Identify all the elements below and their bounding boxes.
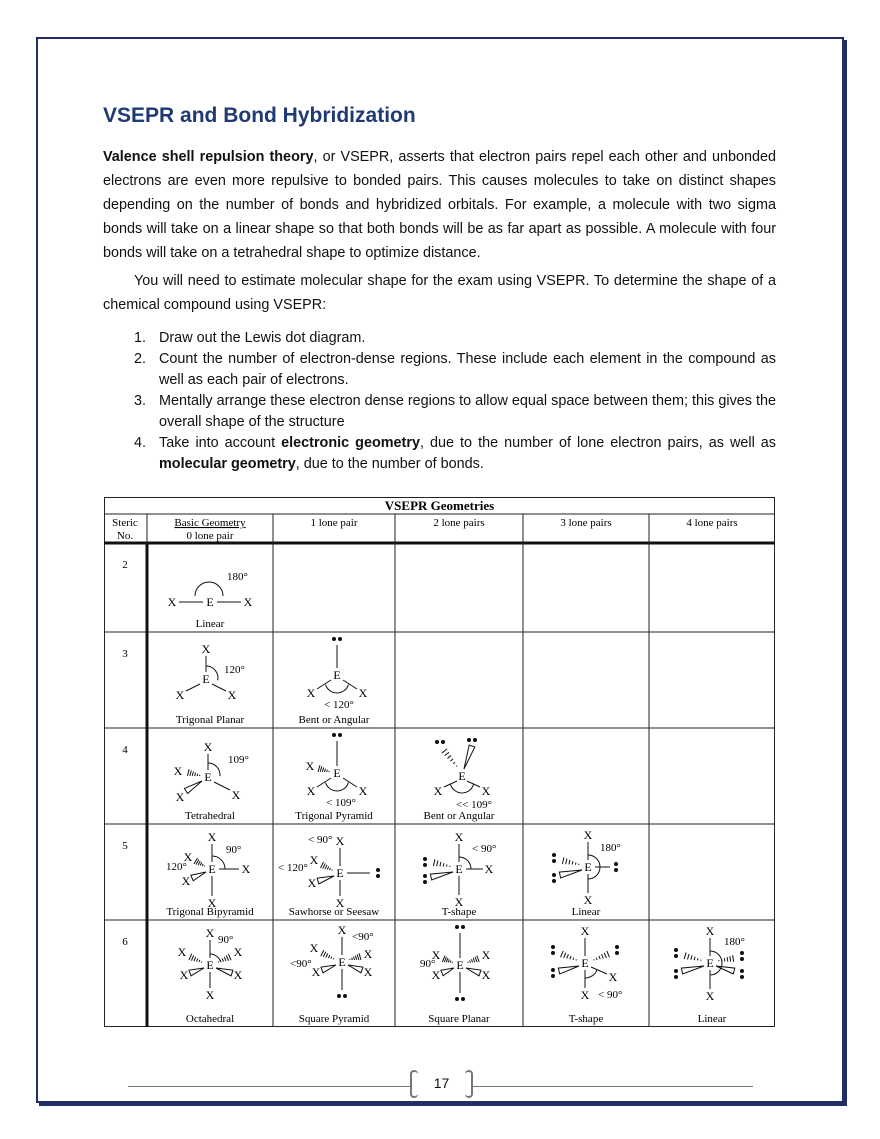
wedge-bond bbox=[441, 968, 454, 976]
atom-label: X bbox=[175, 688, 185, 702]
bond-angle: << 109° bbox=[455, 799, 493, 811]
angle-arc bbox=[195, 582, 223, 596]
lone-pair-dot bbox=[332, 733, 336, 737]
hash-bond bbox=[357, 954, 359, 959]
steric-number: 6 bbox=[122, 936, 128, 948]
step-text: Draw out the Lewis dot diagram. bbox=[159, 330, 366, 346]
atom-label: X bbox=[433, 784, 443, 798]
bond-angle: 180° bbox=[724, 936, 745, 948]
wedge-bond bbox=[348, 965, 363, 973]
lone-pair-dot bbox=[615, 945, 619, 949]
lone-pair-dot bbox=[338, 733, 342, 737]
lone-pair-dot bbox=[376, 874, 380, 878]
bond-angle: < 90° bbox=[472, 843, 497, 855]
lone-pair-dot bbox=[551, 974, 555, 978]
lone-pair-dot bbox=[614, 862, 618, 866]
geometry-name: Octahedral bbox=[185, 1013, 235, 1025]
geometry-name: Linear bbox=[697, 1013, 727, 1025]
hash-bond bbox=[327, 770, 328, 772]
bond-line bbox=[467, 781, 480, 787]
footer-bracket-left bbox=[410, 1070, 418, 1098]
bond-angle: 180° bbox=[600, 842, 621, 854]
page-footer bbox=[128, 1070, 753, 1100]
hash-bond bbox=[327, 866, 329, 869]
hash-bond bbox=[475, 957, 477, 962]
hash-bond bbox=[323, 952, 326, 957]
lone-pair-dot bbox=[473, 738, 477, 742]
hash-bond bbox=[569, 860, 570, 864]
hash-bond bbox=[566, 859, 567, 865]
atom-label: X bbox=[580, 924, 590, 938]
hash-bond bbox=[453, 762, 455, 763]
atom-label: X bbox=[583, 893, 593, 907]
bond-angle: 120° bbox=[224, 664, 245, 676]
header-lone-pairs: 1 lone pair bbox=[310, 517, 358, 529]
hash-bond bbox=[318, 765, 320, 772]
lone-pair-dot bbox=[423, 874, 427, 878]
lone-pair-dot bbox=[455, 925, 459, 929]
hash-bond bbox=[354, 957, 355, 960]
lone-pair-dot bbox=[455, 997, 459, 1001]
wedge-bond bbox=[189, 968, 204, 976]
geometry-name: Square Pyramid bbox=[298, 1013, 370, 1025]
wedge-bond bbox=[466, 968, 481, 976]
hash-bond bbox=[694, 957, 695, 960]
hash-bond bbox=[602, 954, 604, 958]
atom-label: X bbox=[484, 862, 494, 876]
hash-bond bbox=[326, 953, 328, 957]
wedge-bond bbox=[191, 872, 206, 881]
geometry-name: Linear bbox=[571, 906, 601, 918]
bond-line bbox=[317, 778, 331, 787]
hash-bond bbox=[222, 958, 223, 961]
hash-bond bbox=[323, 863, 326, 868]
atom-label: X bbox=[233, 945, 243, 959]
atom-label: X bbox=[705, 989, 715, 1003]
atom-label: X bbox=[203, 740, 213, 754]
bond-angle: < 120° bbox=[324, 699, 354, 711]
header-steric-no: No. bbox=[116, 530, 134, 542]
atom-label: E bbox=[208, 862, 216, 876]
lone-pair-dot bbox=[551, 951, 555, 955]
step-number: 1. bbox=[134, 330, 147, 346]
footer-rule-right bbox=[473, 1086, 753, 1087]
hash-bond bbox=[187, 769, 189, 776]
atom-label: X bbox=[207, 830, 217, 844]
wedge-bond bbox=[321, 965, 336, 973]
hash-bond bbox=[332, 869, 333, 870]
geometry-name: Sawhorse or Seesaw bbox=[288, 906, 380, 918]
wedge-bond bbox=[430, 872, 453, 880]
atom-label: E bbox=[581, 956, 589, 970]
hash-bond bbox=[684, 953, 686, 960]
atom-label: X bbox=[173, 764, 183, 778]
hash-bond bbox=[733, 955, 734, 962]
lone-pair-dot bbox=[674, 975, 678, 979]
geometry-name: T-shape bbox=[441, 906, 477, 918]
hash-bond bbox=[224, 957, 226, 961]
lone-pair-dot bbox=[552, 873, 556, 877]
geometry-name: Tetrahedral bbox=[185, 810, 235, 822]
atom-label: E bbox=[206, 595, 214, 609]
wedge-bond bbox=[559, 870, 582, 878]
lone-pair-dot bbox=[552, 859, 556, 863]
geometry-name: Bent or Angular bbox=[298, 714, 370, 726]
hash-bond bbox=[570, 956, 571, 959]
atom-label: X bbox=[309, 941, 319, 955]
atom-label: E bbox=[206, 958, 214, 972]
bond-line bbox=[343, 680, 357, 689]
header-lone-pairs: 4 lone pairs bbox=[686, 517, 738, 529]
hash-bond bbox=[477, 955, 479, 961]
bond-line bbox=[591, 967, 607, 974]
atom-label: E bbox=[202, 672, 210, 686]
lone-pair-dot bbox=[343, 994, 347, 998]
hash-bond bbox=[448, 959, 449, 962]
hash-bond bbox=[325, 769, 326, 772]
atom-label: X bbox=[358, 686, 368, 700]
bond-angle: 90° bbox=[218, 934, 234, 946]
atom-label: E bbox=[706, 956, 714, 970]
page-number: 17 bbox=[433, 1075, 450, 1091]
atom-label: X bbox=[306, 686, 316, 700]
bond-angle: < 120° bbox=[278, 862, 308, 874]
atom-label: X bbox=[363, 965, 373, 979]
lone-pair-dot bbox=[551, 968, 555, 972]
hash-bond bbox=[697, 958, 698, 960]
lone-pair-dot bbox=[615, 951, 619, 955]
hash-bond bbox=[450, 961, 451, 963]
hash-bond bbox=[194, 957, 196, 961]
atom-label: X bbox=[201, 642, 211, 656]
hash-bond bbox=[352, 958, 353, 960]
angle-arc bbox=[451, 785, 474, 793]
step-text: Mentally arrange these electron dense regions to allow equal space between them; this gives the overall shape of the structure bbox=[159, 393, 776, 430]
angle-arc bbox=[326, 783, 349, 791]
bond-line bbox=[444, 781, 457, 787]
lone-pair-dot bbox=[332, 637, 336, 641]
geometry-name: Trigonal Bipyramid bbox=[166, 906, 254, 918]
hash-bond bbox=[567, 954, 569, 958]
lone-pair-dot bbox=[740, 975, 744, 979]
atom-label: X bbox=[243, 595, 253, 609]
atom-label: X bbox=[309, 853, 319, 867]
atom-label: X bbox=[481, 784, 491, 798]
lone-pair-dot bbox=[552, 879, 556, 883]
hash-bond bbox=[730, 956, 731, 962]
hash-bond bbox=[691, 955, 692, 959]
hash-bond bbox=[473, 958, 475, 962]
step-text-post: , due to the number of bonds. bbox=[295, 456, 484, 472]
hash-bond bbox=[192, 771, 193, 775]
atom-label: X bbox=[454, 830, 464, 844]
hash-bond bbox=[191, 955, 193, 960]
atom-label: E bbox=[336, 866, 344, 880]
atom-label: X bbox=[233, 968, 243, 982]
hash-bond bbox=[561, 951, 564, 957]
atom-label: X bbox=[183, 850, 193, 864]
atom-label: X bbox=[335, 834, 345, 848]
hash-bond bbox=[573, 958, 574, 960]
lone-pair-dot bbox=[674, 969, 678, 973]
hash-bond bbox=[688, 954, 690, 960]
hash-bond bbox=[190, 770, 191, 776]
hash-bond bbox=[440, 862, 441, 866]
atom-label: X bbox=[306, 784, 316, 798]
wedge-bond bbox=[681, 966, 704, 974]
hash-bond bbox=[470, 960, 471, 962]
step-bold-electronic: electronic geometry bbox=[281, 435, 420, 451]
bond-angle: < 90° bbox=[598, 989, 623, 1001]
atom-label: X bbox=[481, 968, 491, 982]
wedge-bond bbox=[716, 966, 735, 974]
atom-label: X bbox=[583, 828, 593, 842]
atom-label: X bbox=[231, 788, 241, 802]
hash-bond bbox=[604, 953, 606, 958]
hash-bond bbox=[333, 958, 334, 959]
lone-pair-dot bbox=[552, 853, 556, 857]
atom-label: X bbox=[307, 876, 317, 890]
hash-bond bbox=[443, 863, 444, 866]
angle-arc bbox=[326, 685, 349, 693]
atom-label: X bbox=[705, 924, 715, 938]
bond-angle: < 90° bbox=[308, 834, 333, 846]
list-item bbox=[103, 391, 776, 433]
geometry-name: Trigonal Planar bbox=[175, 714, 245, 726]
hash-bond bbox=[446, 958, 448, 962]
atom-label: X bbox=[481, 948, 491, 962]
hash-bond bbox=[562, 857, 564, 864]
hash-bond bbox=[331, 957, 332, 959]
hash-bond bbox=[197, 774, 198, 776]
bond-angle: <90° bbox=[352, 931, 374, 943]
lone-pair-dot bbox=[435, 740, 439, 744]
hash-bond bbox=[450, 759, 453, 761]
atom-label: X bbox=[580, 988, 590, 1002]
atom-label: X bbox=[205, 988, 215, 1002]
lone-pair-dot bbox=[614, 868, 618, 872]
hash-bond bbox=[228, 954, 231, 960]
hash-bond bbox=[359, 953, 361, 960]
lone-pair-dot bbox=[461, 925, 465, 929]
hash-bond bbox=[202, 864, 203, 866]
bond-angle: < 109° bbox=[326, 797, 356, 809]
intro-bold-term: Valence shell repulsion theory bbox=[103, 149, 314, 165]
geometry-name: Bent or Angular bbox=[423, 810, 495, 822]
atom-label: X bbox=[179, 968, 189, 982]
list-item bbox=[103, 433, 776, 475]
atom-label: X bbox=[205, 926, 215, 940]
wedge-bond bbox=[184, 781, 202, 794]
steric-number: 4 bbox=[122, 744, 128, 756]
header-lone-pairs: 3 lone pairs bbox=[560, 517, 612, 529]
geometry-name: Square Planar bbox=[428, 1013, 490, 1025]
hash-bond bbox=[195, 773, 196, 776]
steric-number: 5 bbox=[122, 840, 128, 852]
table-title: VSEPR Geometries bbox=[384, 498, 495, 513]
wedge-bond bbox=[216, 968, 233, 976]
atom-label: X bbox=[305, 759, 315, 773]
hash-bond bbox=[200, 863, 202, 866]
lone-pair-dot bbox=[441, 740, 445, 744]
step-text-mid: , due to the number of lone electron pairs, as well as bbox=[419, 435, 777, 451]
atom-label: X bbox=[207, 896, 217, 910]
lone-pair-dot bbox=[461, 997, 465, 1001]
hash-bond bbox=[226, 955, 228, 960]
bond-angle: <90° bbox=[290, 958, 312, 970]
hash-bond bbox=[599, 956, 600, 959]
bond-line bbox=[186, 684, 200, 691]
atom-label: X bbox=[311, 965, 321, 979]
hash-bond bbox=[322, 768, 323, 772]
hash-bond bbox=[189, 954, 192, 960]
list-item bbox=[103, 349, 776, 391]
hash-bond bbox=[596, 958, 597, 960]
hash-bond bbox=[204, 866, 205, 867]
hash-bond bbox=[329, 868, 330, 870]
atom-label: X bbox=[181, 874, 191, 888]
hash-bond bbox=[448, 756, 452, 759]
atom-label: X bbox=[241, 862, 251, 876]
lone-pair-dot bbox=[740, 957, 744, 961]
page-title: VSEPR and Bond Hybridization bbox=[103, 104, 416, 127]
hash-bond bbox=[607, 951, 610, 957]
footer-bracket-right bbox=[465, 1070, 473, 1098]
atom-label: X bbox=[335, 896, 345, 910]
hash-bond bbox=[320, 766, 322, 771]
hash-bond bbox=[355, 956, 356, 960]
bond-line bbox=[317, 680, 331, 689]
lone-pair-dot bbox=[740, 969, 744, 973]
wedge-bond bbox=[464, 745, 475, 769]
lone-pair-dot bbox=[674, 948, 678, 952]
hash-bond bbox=[196, 958, 197, 961]
lone-pair-dot bbox=[674, 954, 678, 958]
hash-bond bbox=[575, 862, 576, 864]
atom-label: X bbox=[337, 923, 347, 937]
atom-label: X bbox=[177, 945, 187, 959]
intro-text: , or VSEPR, asserts that electron pairs repel each other and unbonded electrons are even more repulsive to bonded pairs. This causes molecules to take on distinct shapes depending on the number of bonds and hybridized orbitals. For example, a molecule with two sigma bonds will take on a linear shape so that both bonds will be as far apart as possible. A molecule with four bonds will take on a tetrahedral shape to optimize distance. bbox=[103, 149, 777, 261]
lone-pair-dot bbox=[337, 994, 341, 998]
list-item bbox=[103, 328, 776, 349]
lone-pair-dot bbox=[551, 945, 555, 949]
geometry-name: Trigonal Pyramid bbox=[295, 810, 373, 822]
hash-bond bbox=[442, 749, 447, 753]
atom-label: E bbox=[584, 860, 592, 874]
atom-label: X bbox=[167, 595, 177, 609]
atom-label: X bbox=[358, 784, 368, 798]
step-text-pre: Take into account bbox=[159, 435, 282, 451]
lone-pair-dot bbox=[740, 951, 744, 955]
header-zero-lone-pair: 0 lone pair bbox=[186, 530, 234, 542]
atom-label: E bbox=[458, 769, 466, 783]
vsepr-table-svg bbox=[104, 497, 775, 1027]
atom-label: X bbox=[431, 968, 441, 982]
atom-label: X bbox=[454, 895, 464, 909]
atom-label: X bbox=[175, 790, 185, 804]
instructions-paragraph: You will need to estimate molecular shape for the exam using VSEPR. To determine the shape of a chemical compound using VSEPR: bbox=[103, 273, 776, 313]
hash-bond bbox=[572, 861, 573, 864]
bond-line bbox=[212, 684, 226, 691]
step-number: 2. bbox=[134, 351, 147, 367]
header-steric: Steric bbox=[112, 517, 138, 529]
hash-bond bbox=[199, 960, 200, 962]
lone-pair-dot bbox=[338, 637, 342, 641]
geometry-name: T-shape bbox=[568, 1013, 604, 1025]
hash-bond bbox=[456, 766, 457, 767]
header-basic-geometry: Basic Geometry bbox=[174, 517, 246, 529]
hash-bond bbox=[198, 861, 200, 865]
hash-bond bbox=[437, 861, 438, 867]
lone-pair-dot bbox=[376, 868, 380, 872]
hash-bond bbox=[471, 959, 472, 962]
hash-bond bbox=[321, 950, 324, 956]
bond-angle: 180° bbox=[227, 571, 248, 583]
hash-bond bbox=[328, 955, 330, 958]
bond-line bbox=[214, 782, 230, 790]
steric-number: 3 bbox=[122, 648, 128, 660]
hash-bond bbox=[445, 752, 449, 756]
steric-number: 2 bbox=[122, 559, 128, 571]
steps-list bbox=[103, 328, 776, 475]
step-text: Count the number of electron-dense regions. These include each element in the compound as well as each pair of electrons. bbox=[159, 351, 776, 388]
wedge-bond bbox=[558, 966, 579, 974]
intro-paragraph bbox=[103, 145, 776, 265]
hash-bond bbox=[724, 958, 725, 961]
geometry-name: Linear bbox=[195, 618, 225, 630]
atom-label: E bbox=[333, 766, 341, 780]
footer-rule-left bbox=[128, 1086, 410, 1087]
atom-label: X bbox=[363, 947, 373, 961]
atom-label: E bbox=[456, 958, 464, 972]
step-number: 3. bbox=[134, 393, 147, 409]
bond-angle: 90° bbox=[420, 958, 436, 970]
atom-label: X bbox=[608, 970, 618, 984]
header-lone-pairs: 2 lone pairs bbox=[433, 517, 485, 529]
atom-label: X bbox=[227, 688, 237, 702]
atom-label: E bbox=[204, 770, 212, 784]
step-bold-molecular: molecular geometry bbox=[159, 456, 296, 472]
vsepr-table bbox=[104, 497, 775, 1027]
wedge-bond bbox=[317, 876, 334, 884]
lone-pair-dot bbox=[423, 857, 427, 861]
lone-pair-dot bbox=[423, 863, 427, 867]
hash-bond bbox=[433, 859, 435, 866]
angle-arc bbox=[585, 970, 597, 978]
bond-angle: 120° bbox=[166, 861, 187, 873]
atom-label: X bbox=[431, 948, 441, 962]
hash-bond bbox=[564, 953, 566, 958]
atom-label: E bbox=[333, 668, 341, 682]
bond-angle: 109° bbox=[228, 754, 249, 766]
atom-label: E bbox=[338, 955, 346, 969]
lone-pair-dot bbox=[467, 738, 471, 742]
hash-bond bbox=[325, 865, 327, 869]
bond-line bbox=[343, 778, 357, 787]
atom-label: E bbox=[455, 862, 463, 876]
step-number: 4. bbox=[134, 435, 147, 451]
bond-angle: 90° bbox=[226, 844, 242, 856]
hash-bond bbox=[727, 957, 728, 962]
hash-bond bbox=[446, 864, 447, 866]
lone-pair-dot bbox=[423, 880, 427, 884]
